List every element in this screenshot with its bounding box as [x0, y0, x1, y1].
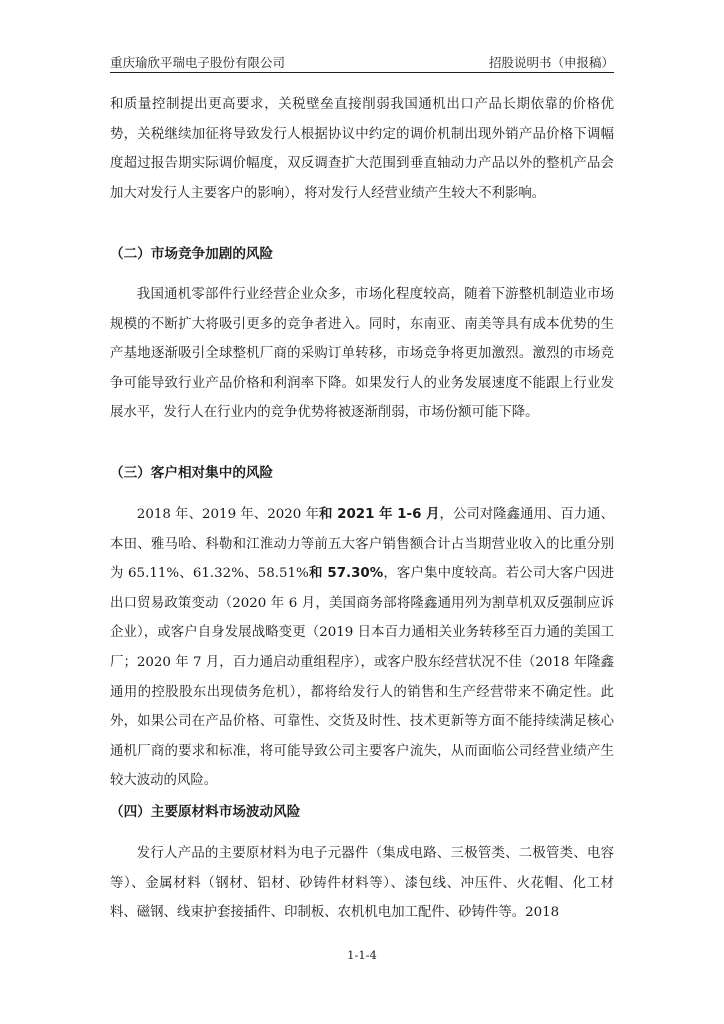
text-customer-share: ，公司对隆鑫通用、百力通、本田、雅马哈、科勒和江淮动力等前五大客户销售额合计占当期营业收入的比重分别为 65.11%、61.32%、58.51% — [110, 507, 614, 582]
header-company-name: 重庆瑜欣平瑞电子股份有限公司 — [110, 55, 286, 70]
paragraph-raw-materials: 发行人产品的主要原材料为电子元器件（集成电路、三极管类、二极管类、电容等）、金属材料（钢材、铝材、砂铸件材料等）、漆包线、冲压件、火花帽、化工材料、磁钢、线束护套接插件、印制板、农机机电加工配件、砂铸件等。2018 — [110, 846, 614, 921]
paragraph-tariff-continuation: 和质量控制提出更高要求，关税壁垒直接削弱我国通机出口产品长期依靠的价格优势，关税继续加征将导致发行人根据协议中约定的调价机制出现外销产品价格下调幅度超过报告期实际调价幅度，双反调查扩大范围到垂直轴动力产品以外的整机产品会加大对发行人主要客户的影响），将对发行人经营业绩产生较大不利影响。 — [110, 97, 614, 201]
text-years: 2018 年、2019 年、2020 年 — [136, 507, 320, 522]
paragraph-customer-concentration — [110, 500, 614, 796]
page-number: 1-1-4 — [347, 948, 377, 962]
text-bold-percentage: 和 57.30% — [308, 566, 384, 582]
text-concentration-risk: ，客户集中度较高。若公司大客户因进出口贸易政策变动（2020 年 6 月，美国商务部将隆鑫通用列为割草机双反强制应诉企业），或客户自身发展战略变更（2019 日本百力通相关业务转移至百力通的美国工厂；2020 年 7 月，百力通启动重组程序），或客户股东经营状况不佳（2018 年隆鑫通用的控股股东出现债务危机），都将给发行人的销售和生产经营带来不确定性。此外，如果公司在产品价格、可靠性、交货及时性、技术更新等方面不能持续满足核心通机厂商的要求和标准，将可能导致公司主要客户流失，从而面临公司经营业绩产生较大波动的风险。 — [110, 566, 615, 789]
heading-customer-concentration-risk: （三）客户相对集中的风险 — [110, 465, 274, 481]
heading-market-competition-risk: （二）市场竞争加剧的风险 — [110, 246, 274, 262]
page-header — [110, 50, 614, 73]
header-document-type: 招股说明书（申报稿） — [488, 55, 614, 70]
text-bold-period: 和 2021 年 1-6 月 — [319, 507, 440, 522]
heading-raw-material-risk: （四）主要原材料市场波动风险 — [110, 804, 301, 820]
paragraph-market-competition: 我国通机零部件行业经营企业众多，市场化程度较高，随着下游整机制造业市场规模的不断扩大将吸引更多的竞争者进入。同时，东南亚、南美等具有成本优势的生产基地逐渐吸引全球整机厂商的采购订单转移，市场竞争将更加激烈。激烈的市场竞争可能导致行业产品价格和利润率下降。如果发行人的业务发展速度不能跟上行业发展水平，发行人在行业内的竞争优势将被逐渐削弱，市场份额可能下降。 — [110, 287, 614, 421]
